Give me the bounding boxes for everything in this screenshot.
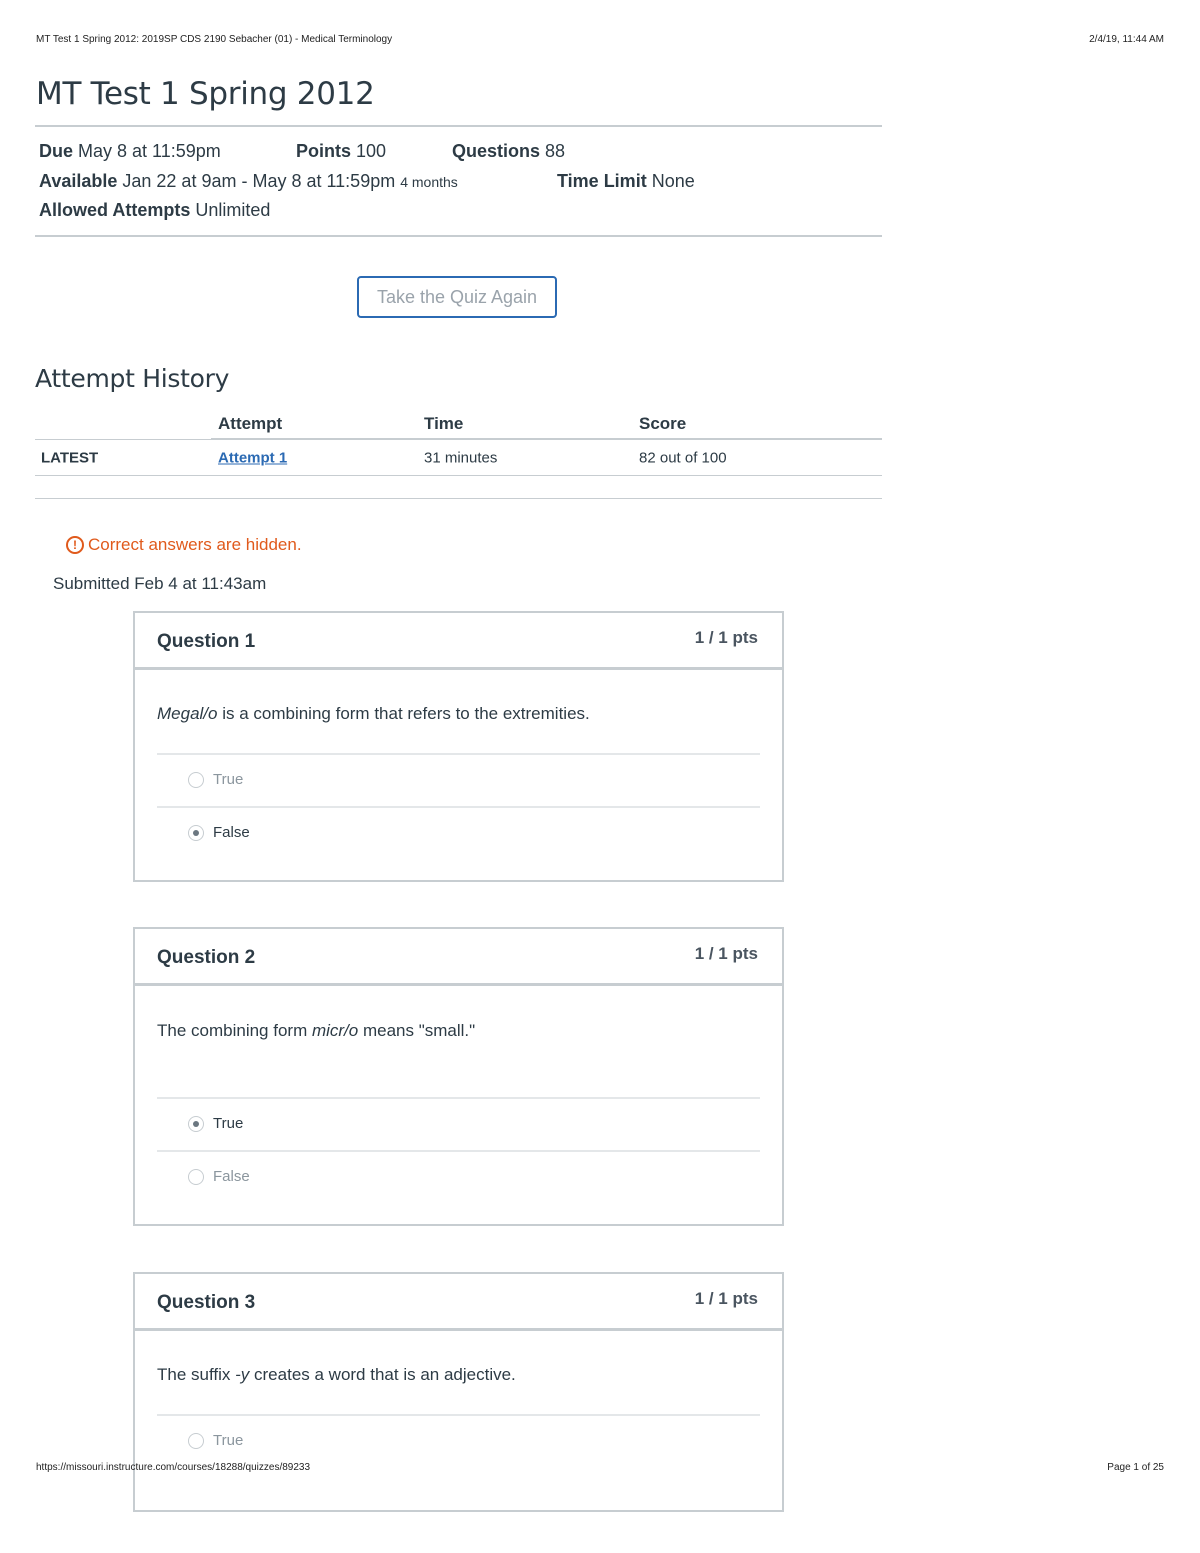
- points-value: 100: [356, 141, 387, 161]
- question-card-3: [133, 1272, 784, 1512]
- exclamation-icon: !: [66, 536, 84, 554]
- question-text-start: The combining form: [157, 1021, 312, 1040]
- print-footer: [36, 1462, 1164, 1476]
- allowed-attempts-value: Unlimited: [195, 200, 271, 220]
- answer-option-true[interactable]: [157, 1097, 760, 1151]
- question-text-rest: means "small.": [358, 1021, 476, 1040]
- question-text-rest: is a combining form that refers to the extremities.: [217, 704, 590, 723]
- page-title: MT Test 1 Spring 2012: [36, 76, 375, 112]
- question-term: -y: [235, 1365, 250, 1384]
- radio-button[interactable]: [188, 1433, 204, 1449]
- question-text: [157, 1021, 475, 1041]
- submitted-timestamp: Submitted Feb 4 at 11:43am: [53, 574, 267, 593]
- header-attempt: Attempt: [218, 414, 283, 433]
- questions-value: 88: [545, 141, 566, 161]
- print-footer-page-number: Page 1 of 25: [1107, 1462, 1164, 1473]
- available-duration: 4 months: [400, 174, 458, 190]
- question-card-2: [133, 927, 784, 1226]
- radio-button-selected[interactable]: [188, 825, 204, 841]
- answer-option-false[interactable]: [157, 1150, 760, 1204]
- available-value: Jan 22 at 9am - May 8 at 11:59pm: [122, 171, 396, 191]
- question-points: 1 / 1 pts: [694, 628, 758, 647]
- header-time: Time: [424, 414, 464, 433]
- print-header-title: MT Test 1 Spring 2012: 2019SP CDS 2190 Sebacher (01) - Medical Terminology: [36, 34, 393, 45]
- question-title: Question 2: [157, 947, 256, 968]
- allowed-attempts-label: Allowed Attempts: [39, 200, 191, 220]
- due-value: May 8 at 11:59pm: [78, 141, 221, 161]
- answer-option-true[interactable]: [157, 1414, 760, 1468]
- header-score: Score: [639, 414, 687, 433]
- radio-button[interactable]: [188, 1169, 204, 1185]
- due-label: Due: [39, 141, 74, 161]
- question-text-rest: creates a word that is an adjective.: [249, 1365, 516, 1384]
- questions-label: Questions: [452, 141, 541, 161]
- attempt-time: 31 minutes: [424, 449, 498, 466]
- question-header: [135, 929, 782, 986]
- question-term: Megal/o: [157, 704, 218, 723]
- question-text: [157, 1365, 516, 1385]
- answer-label: True: [213, 1432, 244, 1449]
- question-card-1: [133, 611, 784, 882]
- answer-option-false[interactable]: [157, 806, 760, 860]
- question-term: micr/o: [311, 1021, 359, 1040]
- available-label: Available: [39, 171, 118, 191]
- notice-text: Correct answers are hidden.: [88, 535, 302, 554]
- take-quiz-again-button[interactable]: Take the Quiz Again: [357, 276, 557, 318]
- attempt-history-title: Attempt History: [35, 364, 230, 393]
- answer-label: True: [213, 1115, 244, 1132]
- time-limit-value: None: [651, 171, 695, 191]
- question-title: Question 3: [157, 1292, 256, 1313]
- question-header: [135, 613, 782, 670]
- points-label: Points: [296, 141, 352, 161]
- attempt-1-link[interactable]: Attempt 1: [218, 449, 288, 466]
- question-title: Question 1: [157, 631, 256, 652]
- answer-label: True: [213, 771, 244, 788]
- question-points: 1 / 1 pts: [694, 1289, 758, 1308]
- answer-label: False: [213, 824, 250, 841]
- answer-label: False: [213, 1168, 250, 1185]
- answer-option-true[interactable]: [157, 753, 760, 807]
- question-text-start: The suffix: [157, 1365, 236, 1384]
- question-header: [135, 1274, 782, 1331]
- attempt-score: 82 out of 100: [639, 449, 727, 466]
- question-points: 1 / 1 pts: [694, 944, 758, 963]
- question-text: [157, 704, 590, 724]
- print-footer-url: https://missouri.instructure.com/courses/18288/quizzes/89233: [36, 1462, 311, 1473]
- radio-button[interactable]: [188, 772, 204, 788]
- latest-tag: LATEST: [41, 449, 99, 466]
- time-limit-label: Time Limit: [557, 171, 647, 191]
- print-header-timestamp: 2/4/19, 11:44 AM: [1089, 34, 1164, 45]
- radio-button-selected[interactable]: [188, 1116, 204, 1132]
